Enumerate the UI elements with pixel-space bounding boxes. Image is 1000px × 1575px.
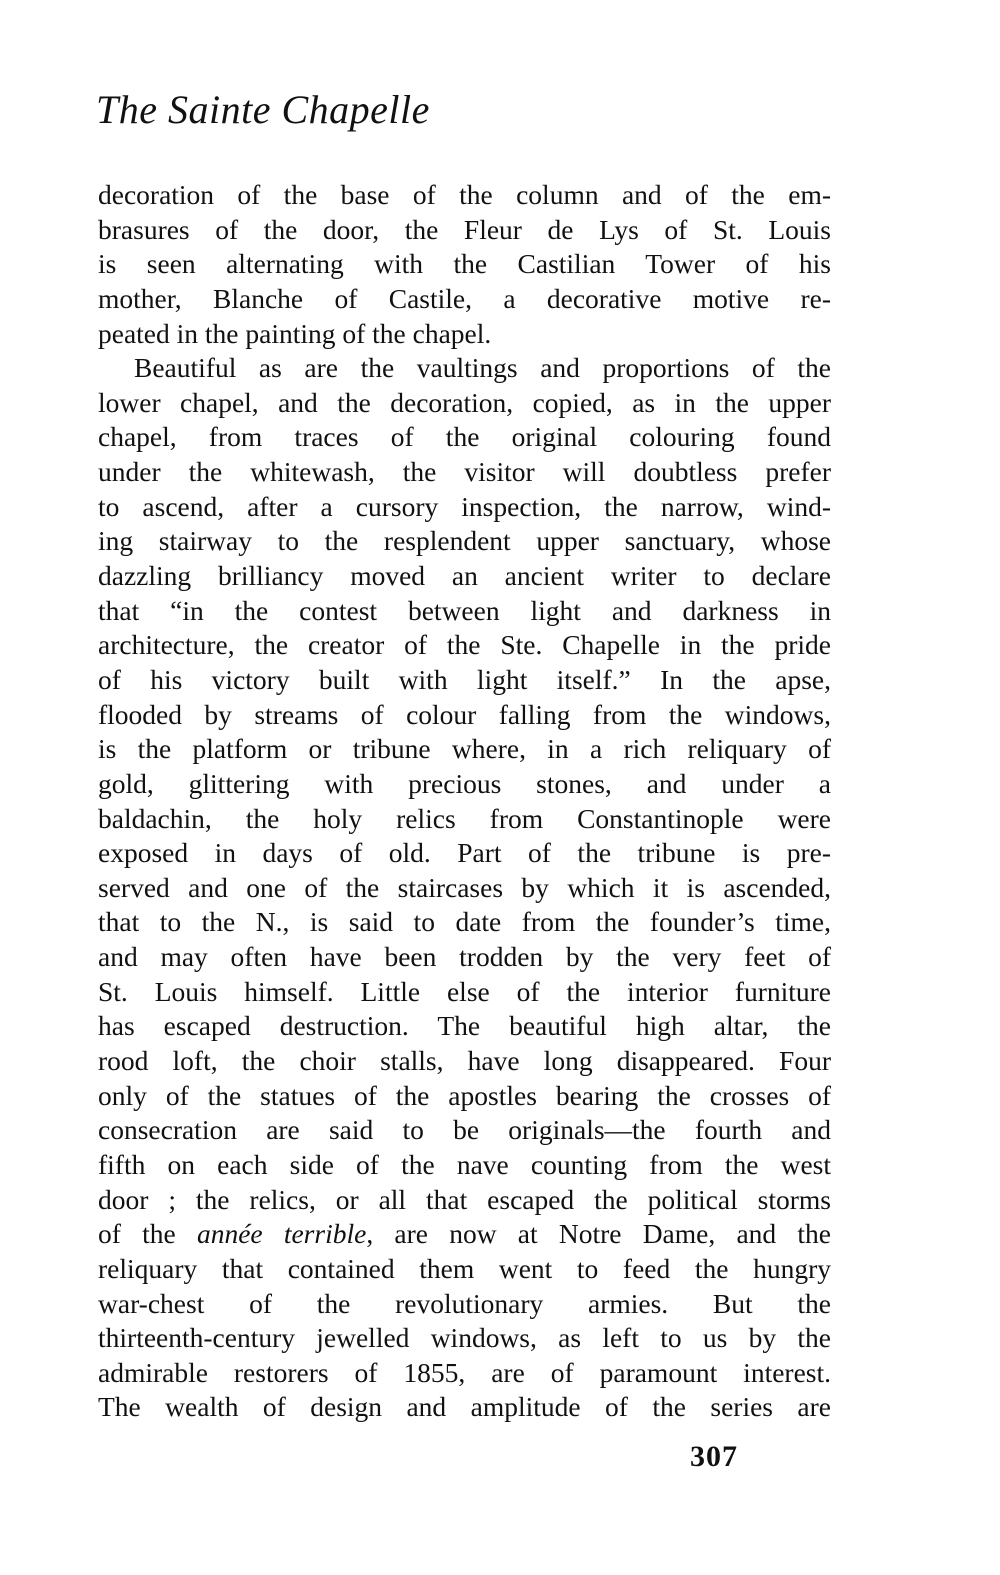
text-line: that to the N., is said to date from the founder’s time,	[98, 906, 831, 938]
text-line: gold, glittering with precious stones, and under a	[98, 767, 831, 799]
text-line: war-chest of the revolutionary armies. But the	[98, 1287, 831, 1319]
text-line: Beautiful as are the vaultings and proportions of the	[134, 352, 831, 384]
text-line: rood loft, the choir stalls, have long disappeared. Four	[98, 1045, 831, 1077]
text-run: , are now at Notre Dame, and the	[366, 1218, 831, 1250]
text-line: served and one of the staircases by which it is ascended,	[98, 871, 831, 903]
text-line: only of the statues of the apostles bearing the crosses of	[98, 1079, 831, 1111]
text-line: chapel, from traces of the original colouring found	[98, 421, 831, 453]
text-line: decoration of the base of the column and of the em-	[98, 179, 831, 210]
running-head: The Sainte Chapelle	[96, 87, 430, 132]
text-line: has escaped destruction. The beautiful high altar, the	[98, 1010, 831, 1042]
text-line: mother, Blanche of Castile, a decorative motive re-	[98, 282, 831, 314]
text-line: dazzling brilliancy moved an ancient writer to declare	[98, 560, 831, 592]
body-text	[98, 178, 831, 1425]
text-line: door ; the relics, or all that escaped the political storms	[98, 1183, 831, 1215]
text-line: peated in the painting of the chapel.	[98, 317, 492, 349]
text-run: of the	[98, 1218, 197, 1250]
page-number: 307	[690, 1440, 738, 1473]
text-line: St. Louis himself. Little else of the interior furniture	[98, 975, 831, 1007]
text-line: thirteenth-century jewelled windows, as left to us by the	[98, 1322, 831, 1354]
text-line: admirable restorers of 1855, are of paramount interest.	[98, 1356, 831, 1388]
text-line: reliquary that contained them went to feed the hungry	[98, 1252, 831, 1284]
text-line: fifth on each side of the nave counting from the west	[98, 1148, 831, 1180]
text-line: flooded by streams of colour falling from the windows,	[98, 698, 831, 730]
text-line: baldachin, the holy relics from Constantinople were	[98, 802, 831, 834]
text-line: is seen alternating with the Castilian Tower of his	[98, 248, 831, 280]
text-line: The wealth of design and amplitude of the series are	[98, 1391, 831, 1423]
text-line: architecture, the creator of the Ste. Chapelle in the pride	[98, 629, 831, 661]
text-line: of his victory built with light itself.” In the apse,	[98, 663, 831, 695]
text-line: consecration are said to be originals—the fourth and	[98, 1114, 831, 1146]
paragraph	[98, 351, 831, 1425]
text-line: under the whitewash, the visitor will doubtless prefer	[98, 456, 831, 488]
text-line: to ascend, after a cursory inspection, the narrow, wind-	[98, 490, 831, 522]
text-line: is the platform or tribune where, in a rich reliquary of	[98, 733, 831, 765]
text-line: that “in the contest between light and darkness in	[98, 594, 831, 626]
text-line: exposed in days of old. Part of the tribune is pre-	[98, 837, 831, 869]
italic-phrase: année terrible	[196, 1218, 367, 1250]
paragraph	[98, 178, 831, 351]
text-line	[98, 1217, 831, 1252]
text-line: and may often have been trodden by the very feet of	[98, 941, 831, 973]
text-line: lower chapel, and the decoration, copied, as in the upper	[98, 386, 831, 418]
text-line: ing stairway to the resplendent upper sanctuary, whose	[98, 525, 831, 557]
text-line: brasures of the door, the Fleur de Lys of St. Louis	[98, 213, 831, 245]
